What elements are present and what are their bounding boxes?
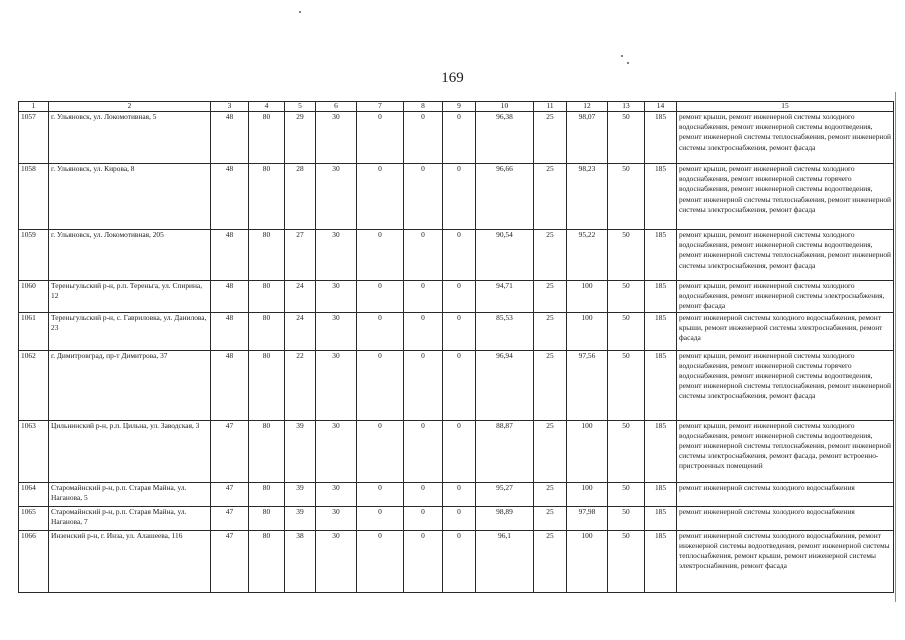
value-cell: 185 bbox=[645, 281, 677, 313]
value-cell: 30 bbox=[316, 506, 357, 530]
value-cell: 0 bbox=[357, 112, 404, 164]
value-cell: 48 bbox=[211, 230, 249, 281]
value-cell: 47 bbox=[211, 482, 249, 506]
value-cell: 48 bbox=[211, 112, 249, 164]
value-cell: 0 bbox=[443, 506, 476, 530]
value-cell: 96,1 bbox=[476, 530, 534, 592]
address-cell: Инзенский р-н, г. Инза, ул. Алашеева, 116 bbox=[49, 530, 211, 592]
value-cell: 0 bbox=[404, 312, 443, 350]
value-cell: 30 bbox=[316, 230, 357, 281]
value-cell: 96,38 bbox=[476, 112, 534, 164]
works-cell: ремонт крыши, ремонт инженерной системы холодного водоснабжения, ремонт инженерной системы электроснабжения, ремонт фасада bbox=[677, 281, 894, 313]
value-cell: 97,56 bbox=[567, 350, 608, 420]
works-cell: ремонт инженерной системы холодного водоснабжения, ремонт крыши, ремонт инженерной системы электроснабжения, ремонт фасада bbox=[677, 312, 894, 350]
value-cell: 85,53 bbox=[476, 312, 534, 350]
value-cell: 185 bbox=[645, 230, 677, 281]
column-header: 4 bbox=[249, 102, 285, 112]
value-cell: 100 bbox=[567, 420, 608, 482]
value-cell: 27 bbox=[285, 230, 316, 281]
value-cell: 94,71 bbox=[476, 281, 534, 313]
row-number: 1057 bbox=[19, 112, 49, 164]
value-cell: 25 bbox=[534, 482, 567, 506]
value-cell: 30 bbox=[316, 420, 357, 482]
scan-edge-line bbox=[895, 92, 896, 602]
value-cell: 0 bbox=[443, 420, 476, 482]
column-header: 12 bbox=[567, 102, 608, 112]
value-cell: 80 bbox=[249, 350, 285, 420]
row-number: 1062 bbox=[19, 350, 49, 420]
value-cell: 88,87 bbox=[476, 420, 534, 482]
value-cell: 80 bbox=[249, 482, 285, 506]
value-cell: 0 bbox=[404, 112, 443, 164]
value-cell: 50 bbox=[608, 164, 645, 230]
value-cell: 50 bbox=[608, 482, 645, 506]
value-cell: 0 bbox=[404, 420, 443, 482]
value-cell: 24 bbox=[285, 312, 316, 350]
value-cell: 185 bbox=[645, 420, 677, 482]
value-cell: 0 bbox=[357, 164, 404, 230]
value-cell: 30 bbox=[316, 350, 357, 420]
value-cell: 100 bbox=[567, 312, 608, 350]
value-cell: 30 bbox=[316, 482, 357, 506]
column-header: 3 bbox=[211, 102, 249, 112]
value-cell: 0 bbox=[443, 164, 476, 230]
value-cell: 0 bbox=[443, 112, 476, 164]
column-header: 9 bbox=[443, 102, 476, 112]
value-cell: 0 bbox=[404, 482, 443, 506]
value-cell: 24 bbox=[285, 281, 316, 313]
value-cell: 50 bbox=[608, 281, 645, 313]
value-cell: 48 bbox=[211, 281, 249, 313]
value-cell: 0 bbox=[443, 482, 476, 506]
table-row bbox=[19, 230, 894, 281]
scan-speck bbox=[299, 11, 301, 13]
value-cell: 0 bbox=[404, 350, 443, 420]
value-cell: 100 bbox=[567, 482, 608, 506]
address-cell: Старомайнский р-н, р.п. Старая Майна, ул. Наганова, 5 bbox=[49, 482, 211, 506]
value-cell: 30 bbox=[316, 312, 357, 350]
works-cell: ремонт крыши, ремонт инженерной системы холодного водоснабжения, ремонт инженерной системы горячего водоснабжения, ремонт инженерной системы водоотведения, ремонт инженерной системы теплоснабжения, ремонт инженерной системы электроснабжения, ремонт фасада bbox=[677, 164, 894, 230]
value-cell: 0 bbox=[357, 420, 404, 482]
value-cell: 38 bbox=[285, 530, 316, 592]
value-cell: 50 bbox=[608, 420, 645, 482]
works-cell: ремонт инженерной системы холодного водоснабжения bbox=[677, 506, 894, 530]
value-cell: 22 bbox=[285, 350, 316, 420]
table-row bbox=[19, 482, 894, 506]
value-cell: 39 bbox=[285, 482, 316, 506]
row-number: 1063 bbox=[19, 420, 49, 482]
value-cell: 95,22 bbox=[567, 230, 608, 281]
table-row bbox=[19, 281, 894, 313]
value-cell: 28 bbox=[285, 164, 316, 230]
value-cell: 185 bbox=[645, 530, 677, 592]
value-cell: 50 bbox=[608, 230, 645, 281]
value-cell: 185 bbox=[645, 506, 677, 530]
column-header: 7 bbox=[357, 102, 404, 112]
address-cell: Цильнинский р-н, р.п. Цильна, ул. Заводская, 3 bbox=[49, 420, 211, 482]
column-header: 11 bbox=[534, 102, 567, 112]
value-cell: 30 bbox=[316, 164, 357, 230]
value-cell: 25 bbox=[534, 420, 567, 482]
row-number: 1065 bbox=[19, 506, 49, 530]
value-cell: 30 bbox=[316, 281, 357, 313]
value-cell: 0 bbox=[443, 230, 476, 281]
address-cell: Старомайнский р-н, р.п. Старая Майна, ул. Наганова, 7 bbox=[49, 506, 211, 530]
address-cell: г. Ульяновск, ул. Локомотивная, 205 bbox=[49, 230, 211, 281]
value-cell: 48 bbox=[211, 312, 249, 350]
column-header: 1 bbox=[19, 102, 49, 112]
value-cell: 80 bbox=[249, 312, 285, 350]
value-cell: 100 bbox=[567, 281, 608, 313]
value-cell: 98,07 bbox=[567, 112, 608, 164]
value-cell: 80 bbox=[249, 230, 285, 281]
address-cell: г. Ульяновск, ул. Кирова, 8 bbox=[49, 164, 211, 230]
value-cell: 95,27 bbox=[476, 482, 534, 506]
value-cell: 50 bbox=[608, 506, 645, 530]
table-row bbox=[19, 312, 894, 350]
address-cell: г. Ульяновск, ул. Локомотивная, 5 bbox=[49, 112, 211, 164]
table-row bbox=[19, 350, 894, 420]
row-number: 1066 bbox=[19, 530, 49, 592]
value-cell: 29 bbox=[285, 112, 316, 164]
value-cell: 0 bbox=[357, 230, 404, 281]
column-header: 10 bbox=[476, 102, 534, 112]
address-cell: г. Димитровград, пр-т Димитрова, 37 bbox=[49, 350, 211, 420]
value-cell: 96,66 bbox=[476, 164, 534, 230]
value-cell: 0 bbox=[357, 506, 404, 530]
column-header: 2 bbox=[49, 102, 211, 112]
column-header: 14 bbox=[645, 102, 677, 112]
value-cell: 0 bbox=[404, 230, 443, 281]
column-header: 6 bbox=[316, 102, 357, 112]
value-cell: 39 bbox=[285, 506, 316, 530]
value-cell: 50 bbox=[608, 530, 645, 592]
value-cell: 98,23 bbox=[567, 164, 608, 230]
value-cell: 80 bbox=[249, 112, 285, 164]
row-number: 1061 bbox=[19, 312, 49, 350]
works-cell: ремонт крыши, ремонт инженерной системы холодного водоснабжения, ремонт инженерной системы водоотведения, ремонт инженерной системы теплоснабжения, ремонт инженерной системы электроснабжения, ремонт фасада bbox=[677, 230, 894, 281]
value-cell: 48 bbox=[211, 164, 249, 230]
value-cell: 80 bbox=[249, 420, 285, 482]
page-number: 169 bbox=[441, 70, 464, 86]
works-cell: ремонт крыши, ремонт инженерной системы холодного водоснабжения, ремонт инженерной системы водоотведения, ремонт инженерной системы теплоснабжения, ремонт инженерной системы электроснабжения, ремонт фасада, ремонт встроенно-пристроенных помещений bbox=[677, 420, 894, 482]
value-cell: 0 bbox=[443, 281, 476, 313]
column-header: 15 bbox=[677, 102, 894, 112]
value-cell: 90,54 bbox=[476, 230, 534, 281]
value-cell: 185 bbox=[645, 164, 677, 230]
value-cell: 80 bbox=[249, 281, 285, 313]
value-cell: 0 bbox=[443, 530, 476, 592]
value-cell: 48 bbox=[211, 350, 249, 420]
value-cell: 100 bbox=[567, 530, 608, 592]
value-cell: 25 bbox=[534, 350, 567, 420]
works-cell: ремонт инженерной системы холодного водоснабжения bbox=[677, 482, 894, 506]
value-cell: 25 bbox=[534, 506, 567, 530]
address-cell: Тереньгульский р-н, с. Гавриловка, ул. Данилова, 23 bbox=[49, 312, 211, 350]
value-cell: 0 bbox=[404, 530, 443, 592]
column-header: 8 bbox=[404, 102, 443, 112]
value-cell: 80 bbox=[249, 164, 285, 230]
value-cell: 47 bbox=[211, 506, 249, 530]
value-cell: 0 bbox=[357, 281, 404, 313]
value-cell: 0 bbox=[357, 312, 404, 350]
value-cell: 96,94 bbox=[476, 350, 534, 420]
scan-speck bbox=[627, 62, 629, 64]
value-cell: 25 bbox=[534, 312, 567, 350]
value-cell: 0 bbox=[443, 312, 476, 350]
value-cell: 50 bbox=[608, 112, 645, 164]
table-row bbox=[19, 164, 894, 230]
value-cell: 50 bbox=[608, 312, 645, 350]
value-cell: 0 bbox=[357, 482, 404, 506]
value-cell: 97,98 bbox=[567, 506, 608, 530]
value-cell: 80 bbox=[249, 530, 285, 592]
table-row bbox=[19, 112, 894, 164]
value-cell: 25 bbox=[534, 530, 567, 592]
value-cell: 80 bbox=[249, 506, 285, 530]
table-row bbox=[19, 530, 894, 592]
repair-register-table bbox=[18, 101, 894, 593]
value-cell: 185 bbox=[645, 312, 677, 350]
value-cell: 185 bbox=[645, 350, 677, 420]
table-row bbox=[19, 420, 894, 482]
value-cell: 0 bbox=[404, 281, 443, 313]
value-cell: 30 bbox=[316, 112, 357, 164]
value-cell: 25 bbox=[534, 230, 567, 281]
row-number: 1058 bbox=[19, 164, 49, 230]
column-header: 13 bbox=[608, 102, 645, 112]
value-cell: 39 bbox=[285, 420, 316, 482]
works-cell: ремонт инженерной системы холодного водоснабжения, ремонт инженерной системы водоотведения, ремонт инженерной системы теплоснабжения, ремонт крыши, ремонт инженерной системы электроснабжения, ремонт фасада bbox=[677, 530, 894, 592]
works-cell: ремонт крыши, ремонт инженерной системы холодного водоснабжения, ремонт инженерной системы горячего водоснабжения, ремонт инженерной системы водоотведения, ремонт инженерной системы теплоснабжения, ремонт инженерной системы электроснабжения, ремонт фасада bbox=[677, 350, 894, 420]
scan-speck bbox=[621, 55, 623, 57]
value-cell: 50 bbox=[608, 350, 645, 420]
value-cell: 25 bbox=[534, 281, 567, 313]
value-cell: 0 bbox=[357, 530, 404, 592]
value-cell: 0 bbox=[443, 350, 476, 420]
value-cell: 0 bbox=[404, 506, 443, 530]
column-number-row bbox=[19, 102, 894, 112]
value-cell: 47 bbox=[211, 530, 249, 592]
works-cell: ремонт крыши, ремонт инженерной системы холодного водоснабжения, ремонт инженерной системы водоотведения, ремонт инженерной системы теплоснабжения, ремонт инженерной системы электроснабжения, ремонт фасада bbox=[677, 112, 894, 164]
value-cell: 30 bbox=[316, 530, 357, 592]
row-number: 1059 bbox=[19, 230, 49, 281]
column-header: 5 bbox=[285, 102, 316, 112]
value-cell: 185 bbox=[645, 112, 677, 164]
value-cell: 25 bbox=[534, 112, 567, 164]
address-cell: Тереньгульский р-н, р.п. Тереньга, ул. Спирина, 12 bbox=[49, 281, 211, 313]
value-cell: 185 bbox=[645, 482, 677, 506]
row-number: 1064 bbox=[19, 482, 49, 506]
row-number: 1060 bbox=[19, 281, 49, 313]
value-cell: 47 bbox=[211, 420, 249, 482]
value-cell: 0 bbox=[404, 164, 443, 230]
value-cell: 98,89 bbox=[476, 506, 534, 530]
table-row bbox=[19, 506, 894, 530]
value-cell: 25 bbox=[534, 164, 567, 230]
value-cell: 0 bbox=[357, 350, 404, 420]
